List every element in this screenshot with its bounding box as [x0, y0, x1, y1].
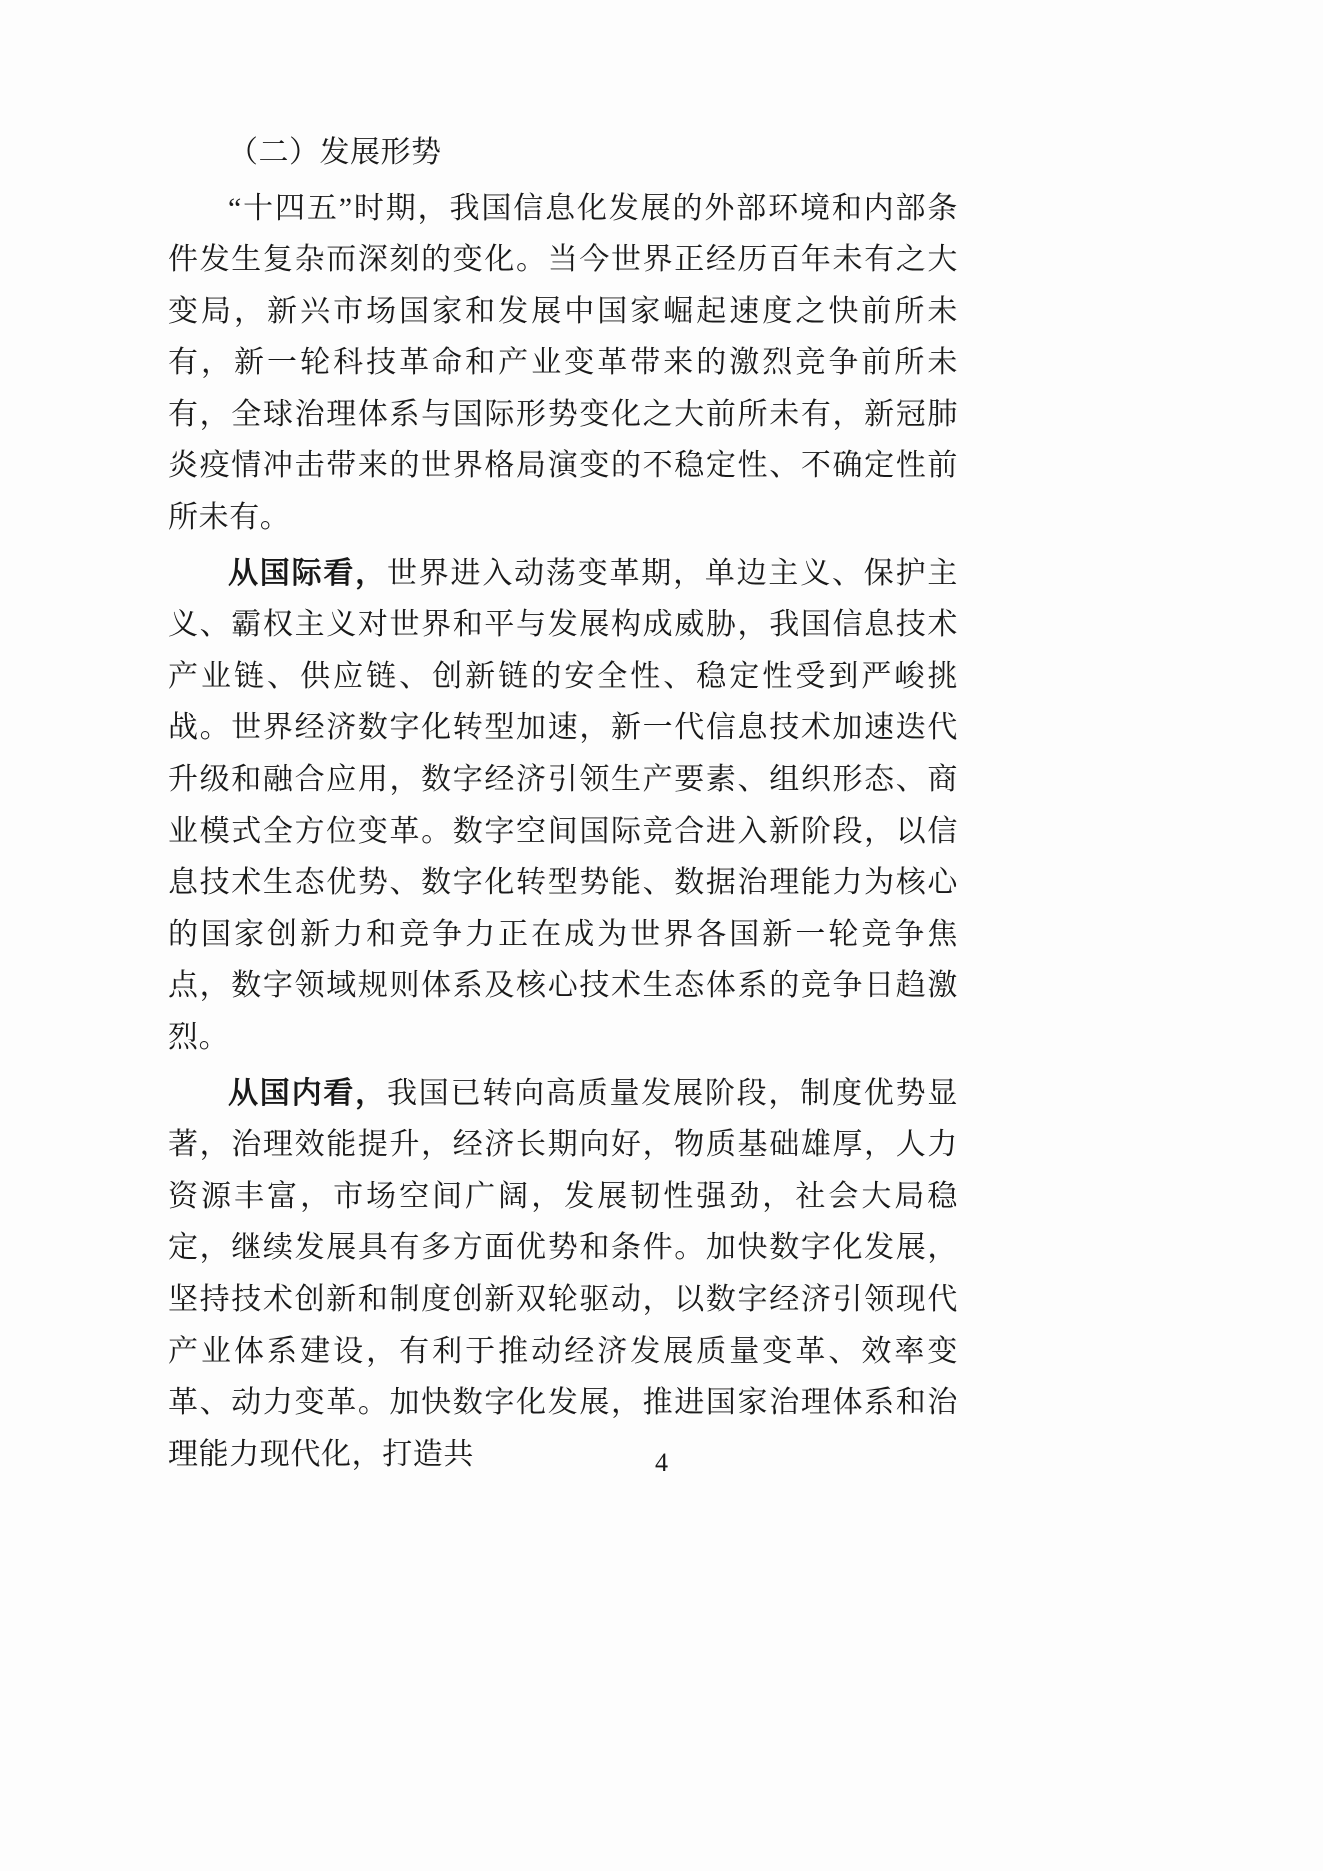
- paragraph-3: [168, 1068, 958, 1481]
- paragraph-2-lead: 从国际看，: [228, 556, 387, 590]
- paragraph-1-text: “十四五”时期，我国信息化发展的外部环境和内部条件发生复杂而深刻的变化。当今世界正经历百年未有之大变局，新兴市场国家和发展中国家崛起速度之快前所未有，新一轮科技革命和产业变革带来的激烈竞争前所未有，全球治理体系与国际形势变化之大前所未有，新冠肺炎疫情冲击带来的世界格局演变的不稳定性、不确定性前所未有。: [168, 191, 958, 535]
- paragraph-3-text: 我国已转向高质量发展阶段，制度优势显著，治理效能提升，经济长期向好，物质基础雄厚，人力资源丰富，市场空间广阔，发展韧性强劲，社会大局稳定，继续发展具有多方面优势和条件。加快数字化发展，坚持技术创新和制度创新双轮驱动，以数字经济引领现代产业体系建设，有利于推动经济发展质量变革、效率变革、动力变革。加快数字化发展，推进国家治理体系和治理能力现代化，打造共: [168, 1076, 958, 1471]
- section-heading: （二）发展形势: [228, 136, 442, 169]
- paragraph-2: [168, 548, 958, 1064]
- page-content: [168, 130, 958, 1484]
- paragraph-3-lead: 从国内看，: [228, 1076, 387, 1110]
- paragraph-2-text: 世界进入动荡变革期，单边主义、保护主义、霸权主义对世界和平与发展构成威胁，我国信息技术产业链、供应链、创新链的安全性、稳定性受到严峻挑战。世界经济数字化转型加速，新一代信息技术加速迭代升级和融合应用，数字经济引领生产要素、组织形态、商业模式全方位变革。数字空间国际竞合进入新阶段，以信息技术生态优势、数字化转型势能、数据治理能力为核心的国家创新力和竞争力正在成为世界各国新一轮竞争焦点，数字领域规则体系及核心技术生态体系的竞争日趋激烈。: [168, 556, 958, 1054]
- page-number: 4: [655, 1448, 668, 1477]
- paragraph-1: [168, 183, 958, 544]
